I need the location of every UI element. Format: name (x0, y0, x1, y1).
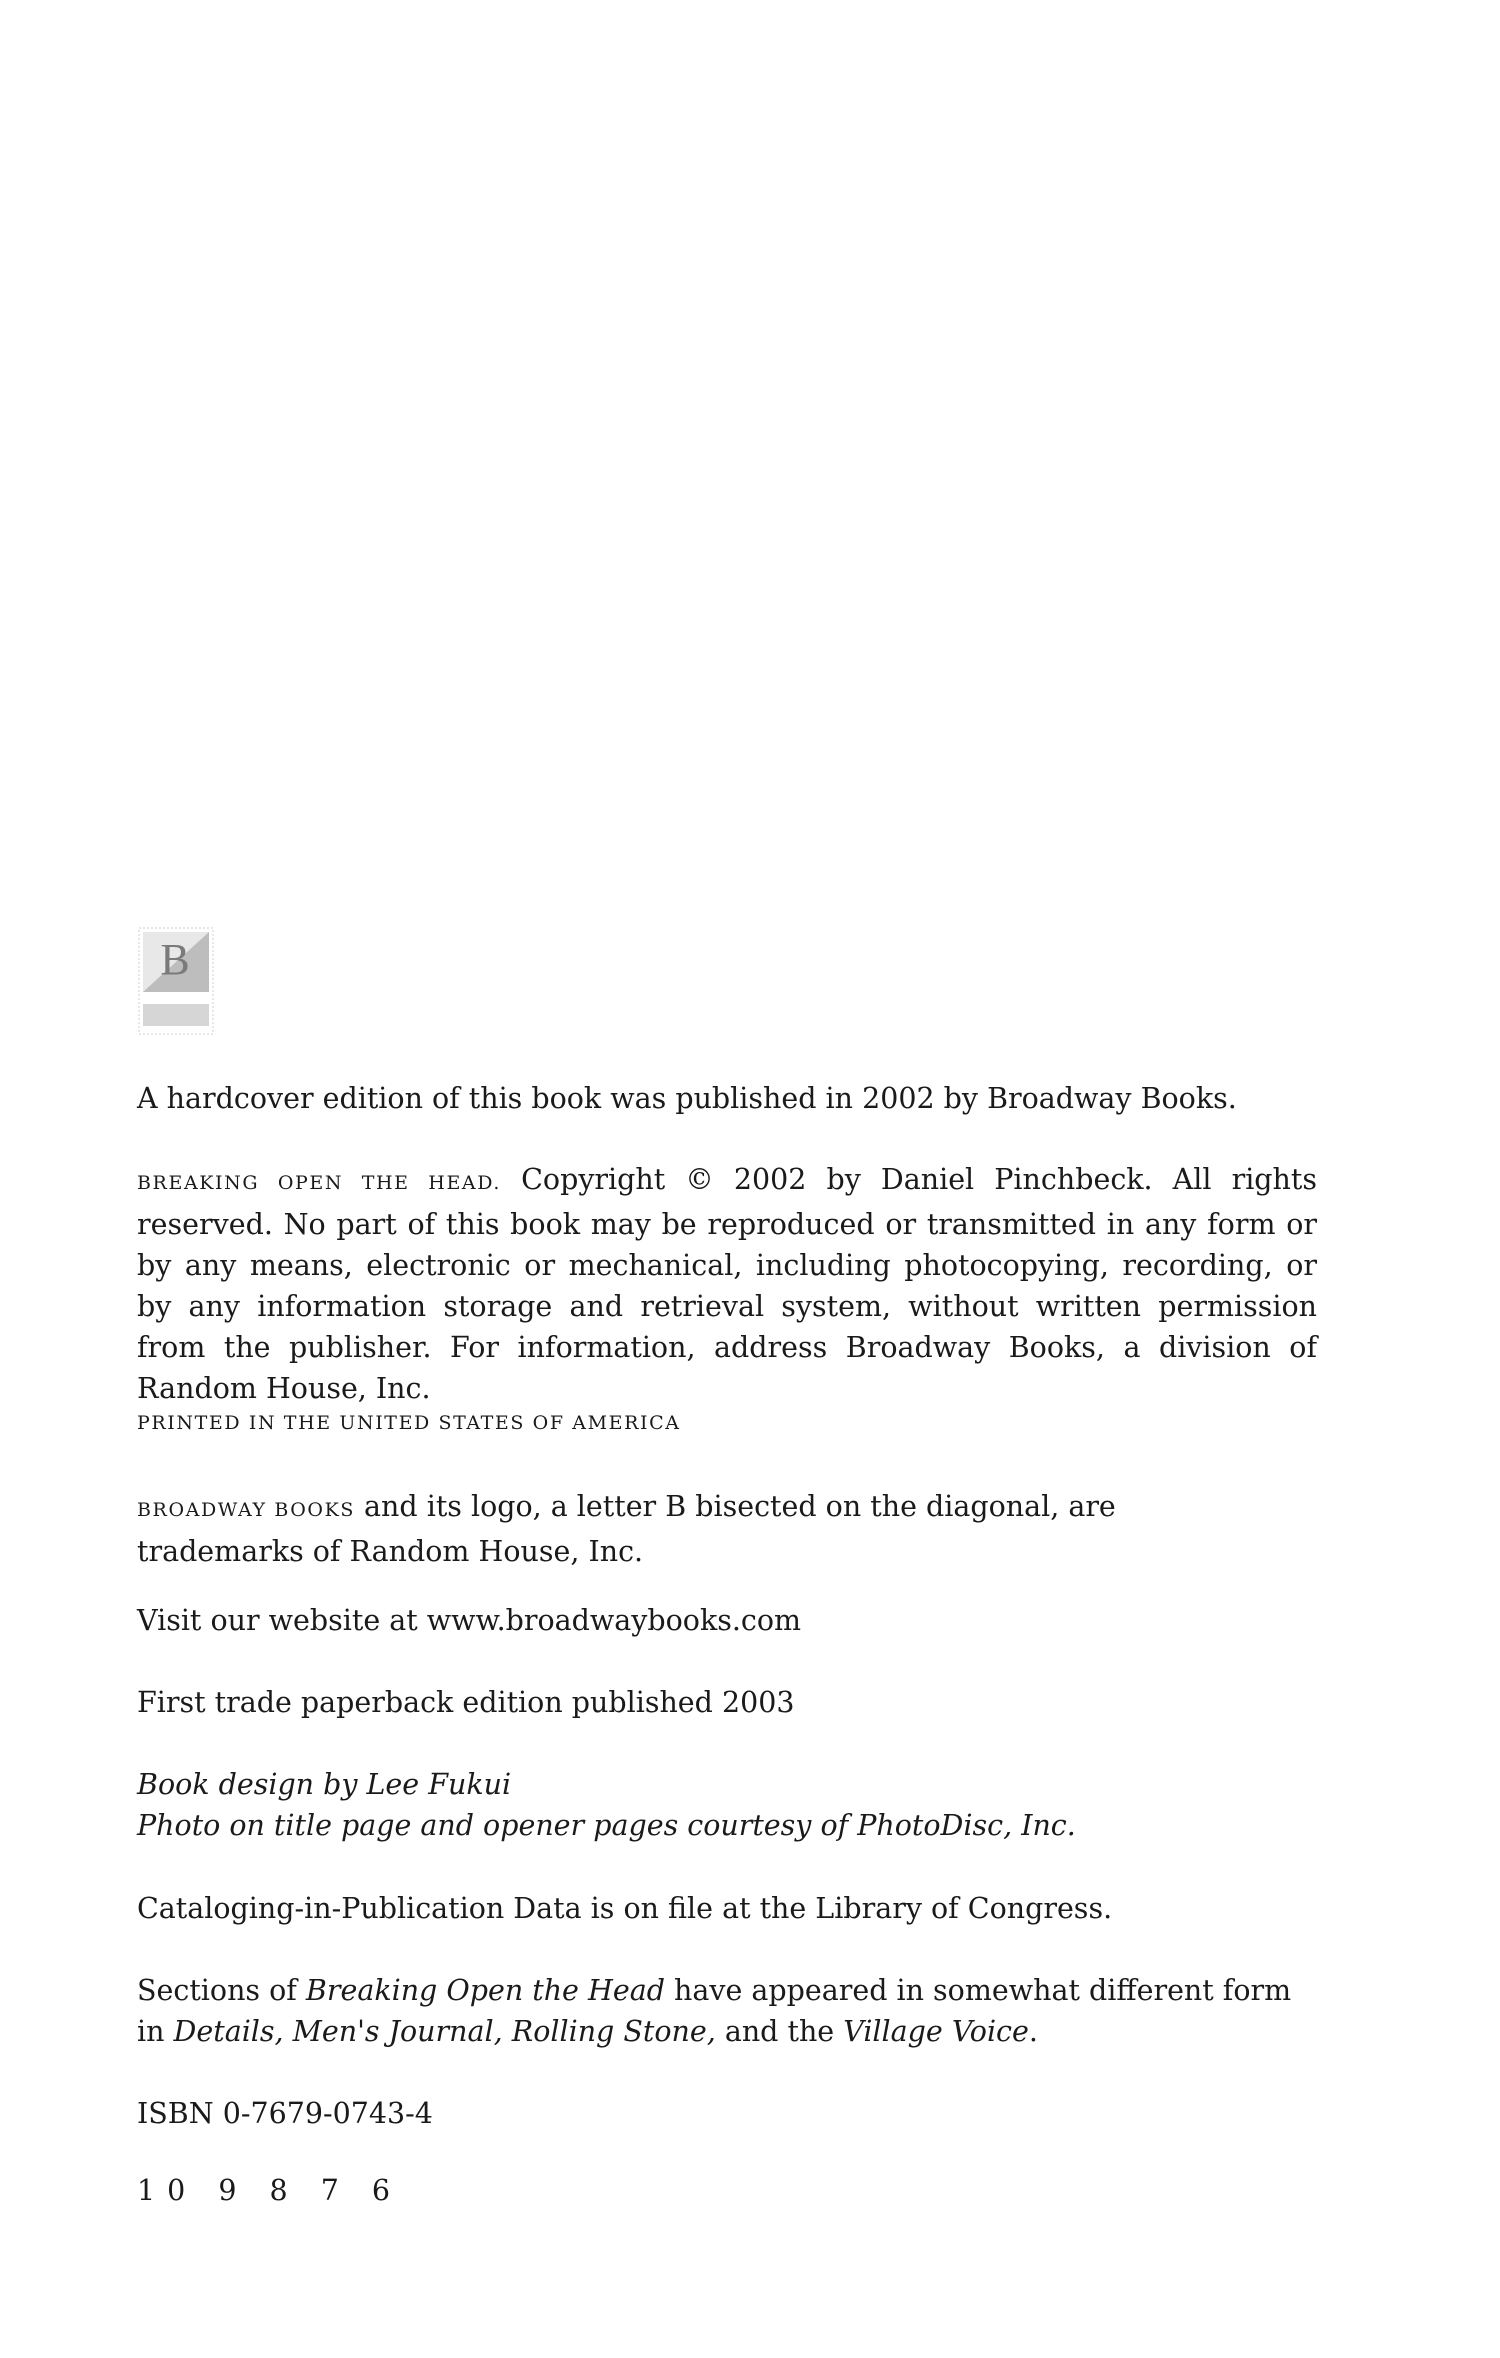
svg-text:B: B (160, 935, 190, 984)
paperback-note: First trade paperback edition published 2003 (137, 1686, 795, 1719)
trademark-text: and its logo, a letter B bisected on the diagonal, are trademarks of Random House, Inc. (137, 1490, 1116, 1568)
book-design-credit: Book design by Lee Fukui (137, 1768, 512, 1801)
isbn: ISBN 0-7679-0743-4 (137, 2097, 433, 2130)
cip-note: Cataloging-in-Publication Data is on file at the Library of Congress. (137, 1892, 1113, 1925)
publisher-logo-icon (137, 926, 215, 1036)
photo-credit: Photo on title page and opener pages courtesy of PhotoDisc, Inc. (137, 1809, 1076, 1842)
sections-village-voice: Village Voice (843, 2015, 1029, 2048)
sections-publications: Details, Men's Journal, Rolling Stone, (173, 2015, 716, 2048)
printing-line: 10 9 8 7 6 (137, 2174, 403, 2207)
sections-prefix: Sections of (137, 1974, 306, 2007)
trademark-paragraph (137, 1486, 1177, 1572)
sections-note (137, 1970, 1317, 2052)
sections-book-title: Breaking Open the Head (305, 1974, 665, 2007)
sections-and-the: and the (715, 2015, 844, 2048)
book-title-smallcaps: BREAKING OPEN THE HEAD. (137, 1172, 502, 1194)
sections-middle: have appeared in somewhat different form in (137, 1974, 1292, 2048)
copyright-paragraph (137, 1159, 1317, 1409)
copyright-text: Copyright © 2002 by Daniel Pinchbeck. All rights reserved. No part of this book may be reproduced or transmitted in any form or by any means, electronic or mechanical, including photocopying, recording, or by any information storage and retrieval system, without written permission from the publisher. For information, address Broadway Books, a division of Random House, Inc. (137, 1163, 1317, 1405)
sections-end: . (1028, 2015, 1038, 2048)
brand-smallcaps: BROADWAY BOOKS (137, 1499, 355, 1521)
hardcover-note: A hardcover edition of this book was published in 2002 by Broadway Books. (137, 1082, 1237, 1115)
website-line: Visit our website at www.broadwaybooks.com (137, 1604, 802, 1637)
printed-in: PRINTED IN THE UNITED STATES OF AMERICA (137, 1412, 681, 1434)
